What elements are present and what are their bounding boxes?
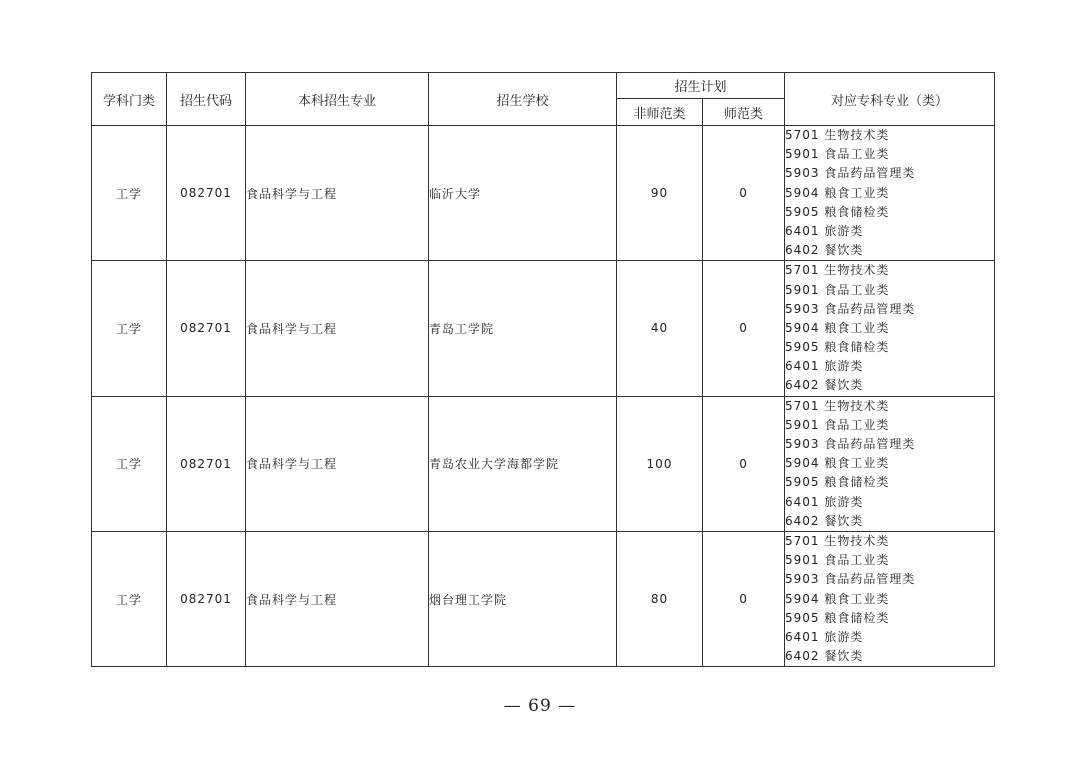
cell-non-teacher: 80 <box>617 531 703 666</box>
table-row <box>92 126 995 261</box>
cell-non-teacher: 100 <box>617 396 703 531</box>
cell-non-teacher: 90 <box>617 126 703 261</box>
header-related: 对应专科专业（类） <box>785 73 995 126</box>
specialty-item: 5903 食品药品管理类 <box>785 301 916 316</box>
cell-non-teacher: 40 <box>617 261 703 396</box>
cell-code: 082701 <box>167 261 246 396</box>
cell-category: 工学 <box>92 126 167 261</box>
specialty-item: 5905 粮食储检类 <box>785 610 890 625</box>
cell-teacher: 0 <box>703 531 785 666</box>
cell-teacher: 0 <box>703 261 785 396</box>
specialty-item: 6401 旅游类 <box>785 359 864 374</box>
cell-teacher: 0 <box>703 396 785 531</box>
table-row <box>92 261 995 396</box>
specialty-item: 6401 旅游类 <box>785 223 864 238</box>
header-non-teacher: 非师范类 <box>617 99 703 126</box>
cell-related-specialties <box>785 396 995 531</box>
table-row <box>92 531 995 666</box>
specialty-item: 5701 生物技术类 <box>785 263 890 278</box>
cell-school: 青岛工学院 <box>429 261 617 396</box>
cell-major: 食品科学与工程 <box>246 396 429 531</box>
specialty-item: 6402 餐饮类 <box>785 513 864 528</box>
specialty-item: 5901 食品工业类 <box>785 282 890 297</box>
specialty-item: 5901 食品工业类 <box>785 553 890 568</box>
specialty-item: 5904 粮食工业类 <box>785 320 890 335</box>
specialty-item: 5901 食品工业类 <box>785 147 890 162</box>
table-row <box>92 396 995 531</box>
enrollment-table <box>91 72 995 667</box>
header-teacher: 师范类 <box>703 99 785 126</box>
header-plan: 招生计划 <box>617 73 785 99</box>
cell-school: 临沂大学 <box>429 126 617 261</box>
header-school: 招生学校 <box>429 73 617 126</box>
specialty-item: 6402 餐饮类 <box>785 243 864 258</box>
cell-related-specialties <box>785 126 995 261</box>
specialty-item: 5904 粮食工业类 <box>785 456 890 471</box>
specialty-item: 5701 生物技术类 <box>785 128 890 142</box>
cell-category: 工学 <box>92 261 167 396</box>
specialty-item: 6402 餐饮类 <box>785 378 864 393</box>
header-code: 招生代码 <box>167 73 246 126</box>
specialty-item: 5701 生物技术类 <box>785 398 890 413</box>
cell-code: 082701 <box>167 396 246 531</box>
specialty-item: 5903 食品药品管理类 <box>785 572 916 587</box>
cell-major: 食品科学与工程 <box>246 261 429 396</box>
cell-school: 青岛农业大学海都学院 <box>429 396 617 531</box>
cell-teacher: 0 <box>703 126 785 261</box>
cell-category: 工学 <box>92 531 167 666</box>
cell-related-specialties <box>785 261 995 396</box>
specialty-item: 5903 食品药品管理类 <box>785 437 916 451</box>
cell-major: 食品科学与工程 <box>246 126 429 261</box>
cell-major: 食品科学与工程 <box>246 531 429 666</box>
specialty-item: 5904 粮食工业类 <box>785 591 890 606</box>
specialty-item: 5904 粮食工业类 <box>785 185 890 200</box>
cell-category: 工学 <box>92 396 167 531</box>
specialty-item: 5905 粮食储检类 <box>785 204 890 219</box>
cell-related-specialties <box>785 531 995 666</box>
specialty-item: 6401 旅游类 <box>785 494 864 509</box>
specialty-item: 5903 食品药品管理类 <box>785 166 916 181</box>
header-category: 学科门类 <box>92 73 167 126</box>
specialty-item: 5701 生物技术类 <box>785 533 890 548</box>
specialty-item: 5905 粮食储检类 <box>785 340 890 355</box>
cell-code: 082701 <box>167 531 246 666</box>
header-major: 本科招生专业 <box>246 73 429 126</box>
cell-code: 082701 <box>167 126 246 261</box>
specialty-item: 5901 食品工业类 <box>785 417 890 432</box>
specialty-item: 6402 餐饮类 <box>785 649 864 664</box>
header-row <box>92 73 995 99</box>
specialty-item: 6401 旅游类 <box>785 629 864 644</box>
page-number: — 69 — <box>503 696 577 716</box>
specialty-item: 5905 粮食储检类 <box>785 475 890 490</box>
cell-school: 烟台理工学院 <box>429 531 617 666</box>
